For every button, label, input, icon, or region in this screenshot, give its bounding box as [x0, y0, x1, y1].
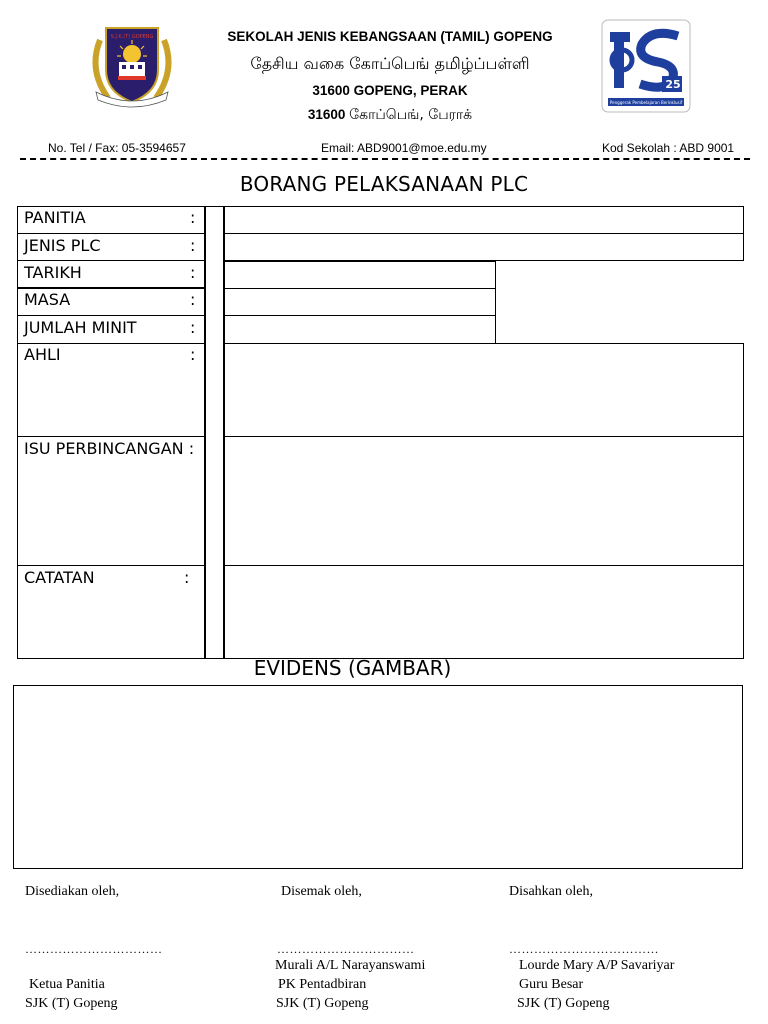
field-label-ahli: AHLI	[24, 345, 61, 364]
field-label-masa: MASA	[24, 290, 71, 309]
masa-input[interactable]	[224, 288, 496, 316]
signature-heading-reviewed: Disemak oleh,	[281, 884, 362, 899]
field-colon: :	[190, 208, 196, 227]
field-label-jumlah-minit: JUMLAH MINIT	[24, 318, 137, 337]
field-colon: :	[190, 345, 196, 364]
row-divider	[17, 315, 205, 316]
svg-text:25: 25	[665, 78, 681, 91]
isu-label-text: ISU PERBINCANGAN	[24, 439, 184, 458]
signatory-school-reviewer: SJK (T) Gopeng	[276, 996, 369, 1011]
signatory-role-reviewer: PK Pentadbiran	[278, 977, 367, 992]
school-crest-logo	[86, 20, 178, 108]
row-divider	[17, 436, 205, 437]
svg-text:S.J.K.(T) GOPENG: S.J.K.(T) GOPENG	[110, 34, 154, 40]
field-label-panitia: PANITIA	[24, 208, 86, 227]
panitia-input[interactable]	[224, 206, 744, 234]
signatory-name-approver: Lourde Mary A/P Savariyar	[519, 958, 675, 973]
header-divider	[20, 158, 750, 160]
field-colon: :	[190, 236, 196, 255]
signatory-school-approver: SJK (T) Gopeng	[517, 996, 610, 1011]
evidence-photo-area[interactable]	[13, 685, 743, 869]
field-label-jenis-plc: JENIS PLC	[24, 236, 101, 255]
tel-fax: No. Tel / Fax: 05-3594657	[48, 141, 186, 155]
tarikh-input[interactable]	[224, 261, 496, 289]
signature-heading-prepared: Disediakan oleh,	[25, 884, 120, 899]
signature-line[interactable]: ………………………………	[509, 942, 659, 956]
jenis-plc-input[interactable]	[224, 233, 744, 261]
signature-line[interactable]: ……………………………	[277, 942, 415, 956]
school-name-tamil: தேசிய வகை கோப்பெங் தமிழ்ப்பள்ளி	[250, 54, 530, 73]
ahli-input[interactable]	[224, 343, 744, 437]
jumlah-minit-input[interactable]	[224, 315, 496, 344]
catatan-input[interactable]	[224, 565, 744, 659]
signature-heading-approved: Disahkan oleh,	[509, 884, 593, 899]
field-colon: :	[190, 263, 196, 282]
signatory-school-preparer: SJK (T) Gopeng	[25, 996, 118, 1011]
row-divider	[17, 260, 205, 261]
evidence-title: EVIDENS (GAMBAR)	[253, 656, 452, 680]
address-tamil: கோப்பெங், பேராக்	[349, 107, 473, 123]
field-colon: :	[190, 290, 196, 309]
separator-column	[205, 206, 224, 659]
field-label-catatan: CATATAN	[24, 568, 95, 587]
signature-line[interactable]: ……………………………	[25, 942, 163, 956]
postcode: 31600	[307, 107, 346, 122]
email: Email: ABD9001@moe.edu.my	[321, 141, 487, 155]
form-title: BORANG PELAKSANAAN PLC	[239, 172, 529, 196]
row-divider	[17, 343, 205, 344]
school-address-line2	[190, 107, 590, 125]
field-label-tarikh: TARIKH	[24, 263, 82, 282]
signatory-role-preparer: Ketua Panitia	[29, 977, 105, 992]
school-name-malay: SEKOLAH JENIS KEBANGSAAN (TAMIL) GOPENG	[227, 29, 553, 44]
anniversary-25-logo	[600, 18, 692, 114]
field-colon: :	[190, 318, 196, 337]
row-divider	[17, 233, 205, 234]
signatory-name-reviewer: Murali A/L Narayanswami	[275, 958, 426, 973]
signatory-role-approver: Guru Besar	[519, 977, 584, 992]
row-divider	[17, 287, 205, 289]
row-divider	[17, 565, 205, 566]
field-colon: :	[188, 439, 195, 458]
school-code: Kod Sekolah : ABD 9001	[602, 141, 735, 155]
school-address-line1: 31600 GOPENG, PERAK	[312, 83, 468, 98]
field-label-isu-perbincangan	[24, 439, 194, 458]
field-colon: :	[184, 568, 190, 587]
svg-text:Penggerak Pembelajaran Berinkl: Penggerak Pembelajaran Berinklusif	[609, 100, 683, 105]
isu-perbincangan-input[interactable]	[224, 436, 744, 566]
